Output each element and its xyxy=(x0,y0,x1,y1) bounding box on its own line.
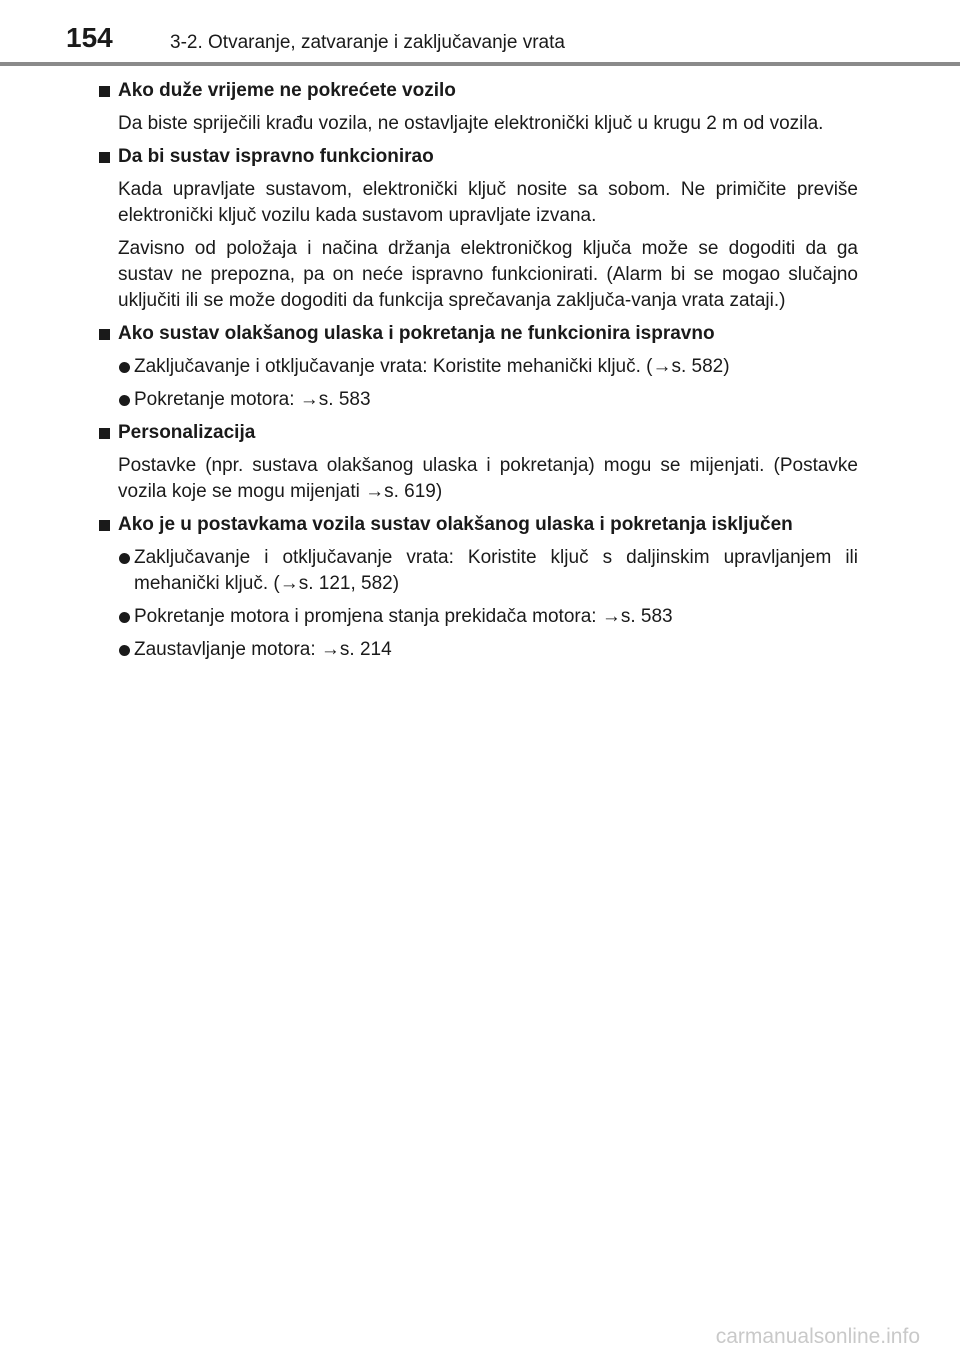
square-bullet-icon xyxy=(99,86,110,97)
list-item: Zaustavljanje motora: →s. 214 xyxy=(98,637,858,663)
list-item: Zaključavanje i otključavanje vrata: Koristite mehanički ključ. (→s. 582) xyxy=(98,354,858,380)
paragraph: Postavke (npr. sustava olakšanog ulaska i pokretanja) mogu se mijenjati. (Postavke vozila koje se mogu mijenjati →s. 619) xyxy=(118,455,858,502)
header-divider xyxy=(0,62,960,66)
chapter-title: 3-2. Otvaranje, zatvaranje i zaključavanje vrata xyxy=(170,32,565,53)
watermark: carmanualsonline.info xyxy=(715,1325,920,1348)
section-long-parking xyxy=(98,78,858,137)
round-bullet-icon xyxy=(119,395,130,406)
section-heading: Ako duže vrijeme ne pokrećete vozilo xyxy=(98,78,858,104)
square-bullet-icon xyxy=(99,520,110,531)
paragraph: Da biste spriječili krađu vozila, ne ostavljajte elektronički ključ u krugu 2 m od vozila. xyxy=(118,113,824,134)
list-item: Pokretanje motora: →s. 583 xyxy=(98,387,858,413)
paragraph: Kada upravljate sustavom, elektronički ključ nosite sa sobom. Ne primičite previše elektronički ključ vozilu kada sustavom upravljate izvana. xyxy=(118,179,858,226)
section-system-disabled xyxy=(98,512,858,663)
section-system-function xyxy=(98,144,858,314)
list-item: Zaključavanje i otključavanje vrata: Koristite ključ s daljinskim upravljanjem ili mehanički ključ. (→s. 121, 582) xyxy=(98,545,858,597)
round-bullet-icon xyxy=(119,612,130,623)
square-bullet-icon xyxy=(99,329,110,340)
section-malfunction xyxy=(98,321,858,413)
section-heading: Da bi sustav ispravno funkcionirao xyxy=(98,144,858,170)
round-bullet-icon xyxy=(119,553,130,564)
square-bullet-icon xyxy=(99,152,110,163)
section-heading: Ako sustav olakšanog ulaska i pokretanja ne funkcionira ispravno xyxy=(98,321,858,347)
round-bullet-icon xyxy=(119,645,130,656)
square-bullet-icon xyxy=(99,428,110,439)
paragraph: Zavisno od položaja i načina držanja elektroničkog ključa može se dogoditi da ga sustav ne prepozna, pa on neće ispravno funkcionirati. (Alarm bi se mogao slučajno uključiti ili se može dogoditi da funkcija sprečavanja zaključa-vanja vrata zataji.) xyxy=(118,238,858,311)
page-number: 154 xyxy=(66,22,113,53)
list-item: Pokretanje motora i promjena stanja prekidača motora: →s. 583 xyxy=(98,604,858,630)
round-bullet-icon xyxy=(119,362,130,373)
section-personalization xyxy=(98,420,858,505)
section-heading: Ako je u postavkama vozila sustav olakšanog ulaska i pokretanja isključen xyxy=(98,512,858,538)
page-content xyxy=(98,78,858,670)
section-heading: Personalizacija xyxy=(98,420,858,446)
